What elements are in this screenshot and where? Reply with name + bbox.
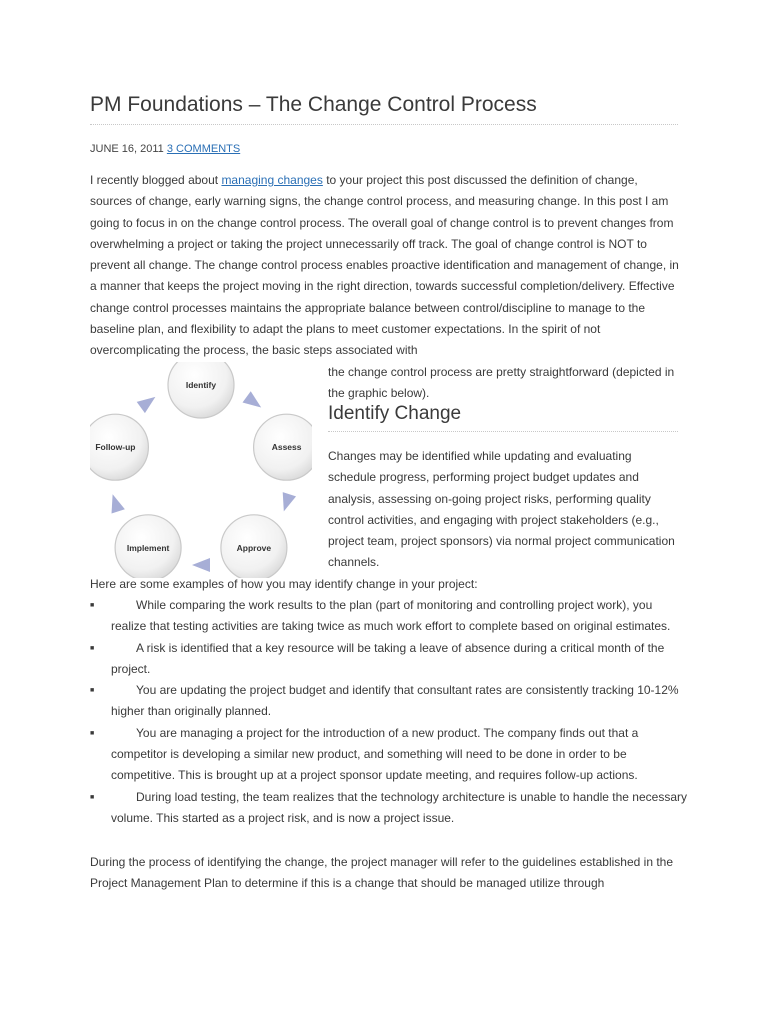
intro-text-before-link: I recently blogged about (90, 173, 222, 187)
cycle-step-implement (115, 515, 181, 578)
examples-intro: Here are some examples of how you may identify change in your project: (90, 577, 478, 591)
closing-paragraph: During the process of identifying the change, the project manager will refer to the guidelines established in the Project Management Plan to determine if this is a change that should be managed utilize through (90, 855, 674, 891)
bullet-square-icon: ■ (90, 687, 95, 695)
cycle-step-label: Implement (126, 542, 170, 553)
cycle-arrow-icon (137, 397, 156, 413)
list-item-text: During load testing, the team realizes that the technology architecture is unable to handle the necessary volume. This started as a project risk, and is now a project issue. (111, 789, 687, 825)
cycle-step-identify (168, 362, 234, 418)
intro-continuation: the change control process are pretty straightforward (depicted in the graphic below). (328, 365, 675, 401)
bullet-square-icon: ■ (90, 644, 95, 652)
cycle-arrow-icon (192, 558, 210, 572)
title-divider (90, 124, 678, 125)
list-item (90, 595, 690, 638)
list-item (90, 638, 690, 681)
comments-link[interactable]: 3 COMMENTS (166, 143, 241, 155)
list-item (90, 723, 690, 787)
examples-list (90, 595, 690, 829)
bullet-square-icon: ■ (90, 602, 95, 609)
identify-change-paragraph: Changes may be identified while updating and evaluating schedule progress, performing project budget updates and analysis, assessing on-going project risks, performing quality control activities, and engaging with project stakeholders (e.g., project team, project sponsors) via normal project communication channels. (328, 449, 675, 570)
cycle-step-label: Identify (185, 380, 217, 390)
managing-changes-link[interactable]: managing changes (221, 173, 323, 187)
page-title: PM Foundations – The Change Control Process (90, 93, 537, 116)
cycle-step-approve (221, 515, 287, 578)
intro-text-after-link: to your project this post discussed the definition of change, sources of change, early warning signs, the change control process, and measuring change. In this post I am going to focus in on the change control process. The overall goal of change control is to prevent changes from overwhelming a project or taking the project unnecessarily off track. The goal of change control is NOT to prevent all change. The change control process enables proactive identification and management of change, in a manner that keeps the project moving in the right direction, towards successful completion/delivery. Effective change control processes maintains the appropriate balance between control/discipline to manage to the baseline plan, and flexibility to adapt the plans to meet customer expectations. In the spirit of not overcomplicating the process, the basic steps associated with (90, 173, 679, 358)
list-item-text: A risk is identified that a key resource will be taking a leave of absence during a critical month of the project. (111, 640, 665, 676)
cycle-step-label: Follow-up (95, 442, 136, 453)
section-title-identify-change: Identify Change (328, 403, 462, 424)
bullet-square-icon: ■ (90, 729, 95, 737)
post-date: JUNE 16, 2011 (90, 143, 164, 155)
bullet-square-icon: ■ (90, 793, 95, 801)
change-control-cycle-diagram (90, 362, 312, 578)
list-item-text: You are updating the project budget and identify that consultant rates are consistently tracking 10-12% higher than originally planned. (111, 683, 679, 719)
intro-paragraph (90, 170, 680, 362)
cycle-step-label: Assess (271, 442, 302, 453)
cycle-step-assess (254, 414, 312, 480)
section-divider (328, 431, 678, 432)
cycle-arrow-icon (283, 492, 296, 511)
cycle-arrow-icon (243, 391, 262, 407)
cycle-arrow-icon (112, 494, 125, 513)
list-item-text: While comparing the work results to the plan (part of monitoring and controlling project work), you realize that testing activities are taking twice as much work effort to complete based on original estimates. (111, 598, 671, 634)
cycle-step-label: Approve (236, 542, 272, 553)
list-item (90, 680, 690, 723)
post-meta (90, 141, 240, 157)
cycle-node (168, 362, 234, 418)
list-item-text: You are managing a project for the introduction of a new product. The company finds out that a competitor is developing a similar new product, and something will need to be done in order to be competitive. This is brought up at a project sponsor update meeting, and requires follow-up actions. (111, 725, 639, 783)
list-item (90, 787, 690, 830)
cycle-step-follow-up (90, 414, 148, 480)
